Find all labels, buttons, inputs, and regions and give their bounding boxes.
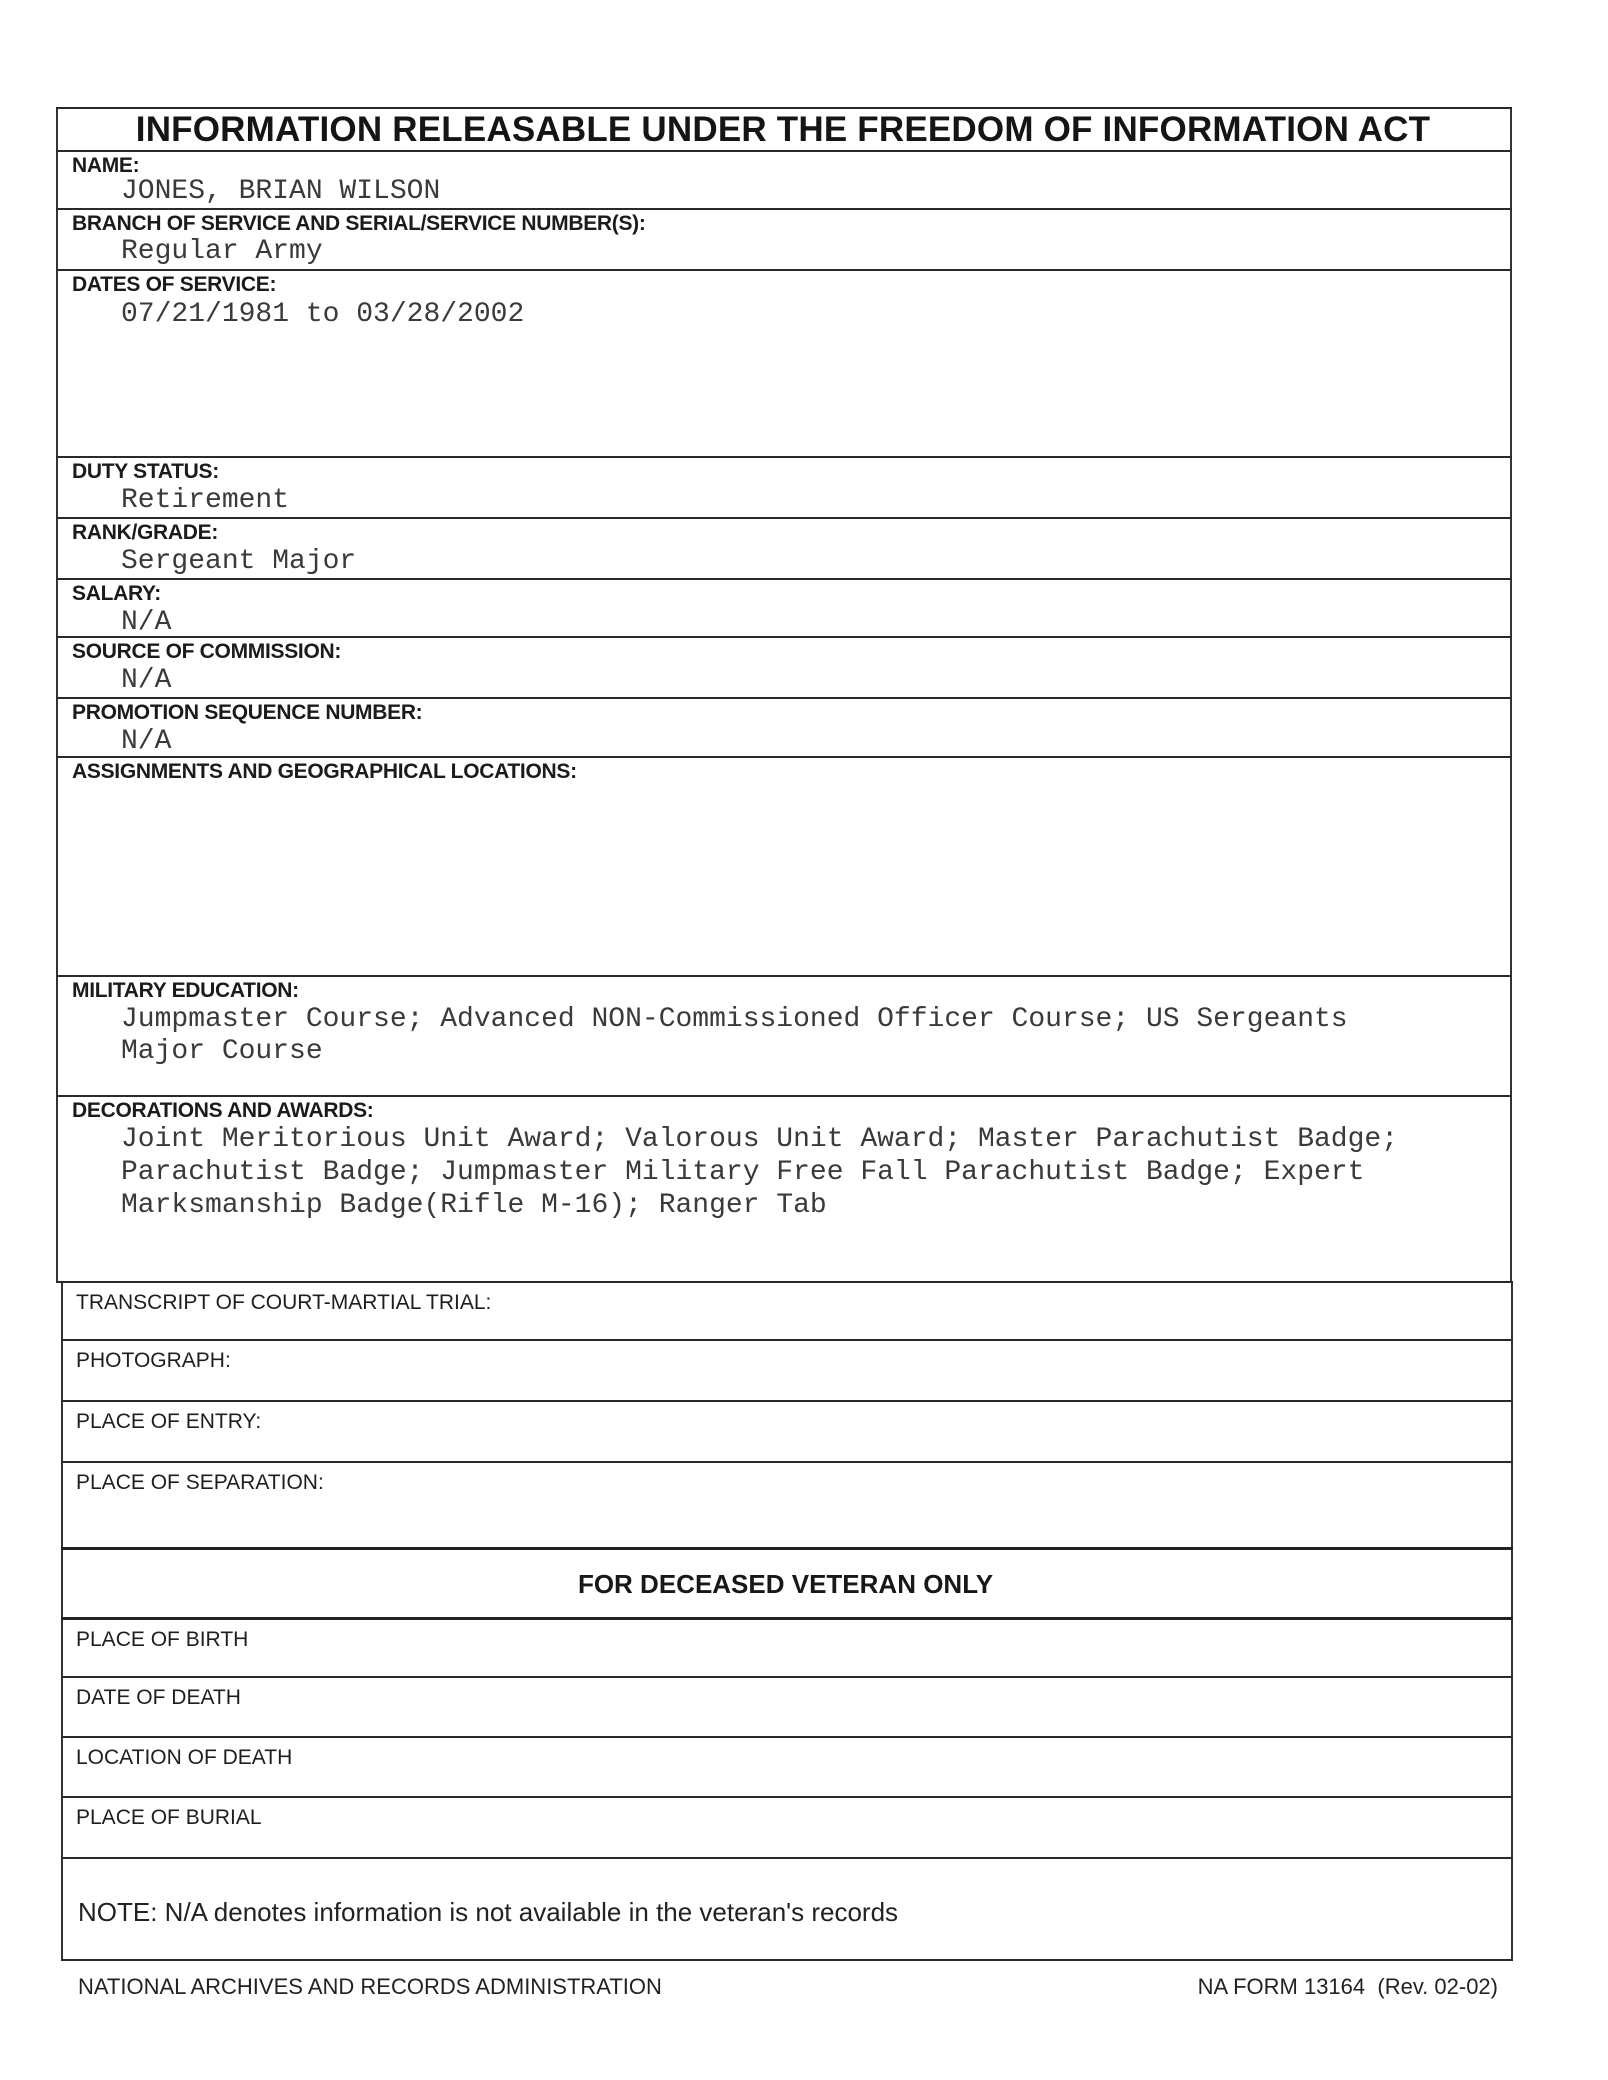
field-label: RANK/GRADE: bbox=[72, 521, 219, 544]
note-text: NOTE: N/A denotes information is not available in the veteran's records bbox=[78, 1897, 899, 1927]
field-photograph bbox=[61, 1340, 1513, 1401]
field-label: PLACE OF BIRTH bbox=[76, 1628, 249, 1651]
field-promotion-sequence-number bbox=[56, 698, 1512, 757]
field-value: N/A bbox=[121, 607, 172, 638]
field-label: PLACE OF SEPARATION: bbox=[76, 1471, 324, 1494]
field-place-of-separation bbox=[61, 1462, 1513, 1548]
field-label: DECORATIONS AND AWARDS: bbox=[72, 1099, 374, 1122]
field-court-martial-transcript bbox=[61, 1282, 1513, 1340]
field-value: Sergeant Major bbox=[121, 546, 357, 577]
field-value-line: Major Course bbox=[121, 1036, 323, 1067]
field-location-of-death bbox=[61, 1737, 1513, 1797]
field-label: NAME: bbox=[72, 154, 140, 177]
deceased-section-title: FOR DECEASED VETERAN ONLY bbox=[577, 1569, 994, 1599]
form-title: INFORMATION RELEASABLE UNDER THE FREEDOM OF INFORMATION ACT bbox=[135, 110, 1431, 149]
field-label: SALARY: bbox=[72, 582, 161, 605]
field-label: DATE OF DEATH bbox=[76, 1686, 241, 1709]
field-assignments bbox=[56, 757, 1512, 976]
field-label: DATES OF SERVICE: bbox=[72, 273, 277, 296]
field-value-line: Joint Meritorious Unit Award; Valorous Unit Award; Master Parachutist Badge; bbox=[121, 1124, 1399, 1155]
field-place-of-burial bbox=[61, 1797, 1513, 1858]
field-label: SOURCE OF COMMISSION: bbox=[72, 640, 342, 663]
field-label: PLACE OF BURIAL bbox=[76, 1806, 262, 1829]
field-value-line: Marksmanship Badge(Rifle M-16); Ranger Tab bbox=[121, 1190, 827, 1221]
field-label: LOCATION OF DEATH bbox=[76, 1746, 293, 1769]
field-value: N/A bbox=[121, 726, 172, 757]
field-label: DUTY STATUS: bbox=[72, 460, 219, 483]
field-rank-grade bbox=[56, 518, 1512, 579]
field-value: 07/21/1981 to 03/28/2002 bbox=[121, 299, 525, 330]
field-value-line: Parachutist Badge; Jumpmaster Military Free Fall Parachutist Badge; Expert bbox=[121, 1157, 1365, 1188]
field-label: PROMOTION SEQUENCE NUMBER: bbox=[72, 701, 423, 724]
field-value-line: Jumpmaster Course; Advanced NON-Commissioned Officer Course; US Sergeants bbox=[121, 1004, 1348, 1035]
field-label: BRANCH OF SERVICE AND SERIAL/SERVICE NUMBER(S): bbox=[72, 212, 646, 235]
field-value: JONES, BRIAN WILSON bbox=[121, 176, 441, 207]
field-duty-status bbox=[56, 457, 1512, 518]
field-name bbox=[56, 151, 1512, 209]
field-decorations-and-awards bbox=[56, 1096, 1512, 1282]
field-label: TRANSCRIPT OF COURT-MARTIAL TRIAL: bbox=[76, 1291, 492, 1314]
field-value: Regular Army bbox=[121, 236, 323, 267]
field-label: MILITARY EDUCATION: bbox=[72, 979, 299, 1002]
footer-form-number: NA FORM 13164 (Rev. 02-02) bbox=[1197, 1974, 1498, 1999]
field-label: ASSIGNMENTS AND GEOGRAPHICAL LOCATIONS: bbox=[72, 760, 577, 783]
rule bbox=[61, 1959, 1513, 1961]
field-branch-of-service bbox=[56, 209, 1512, 270]
field-place-of-birth bbox=[61, 1619, 1513, 1677]
field-value: N/A bbox=[121, 665, 172, 696]
field-military-education bbox=[56, 976, 1512, 1096]
field-place-of-entry bbox=[61, 1401, 1513, 1462]
field-date-of-death bbox=[61, 1677, 1513, 1737]
footer-agency: NATIONAL ARCHIVES AND RECORDS ADMINISTRATION bbox=[78, 1974, 662, 1999]
field-source-of-commission bbox=[56, 637, 1512, 698]
field-dates-of-service bbox=[56, 270, 1512, 457]
field-salary bbox=[56, 579, 1512, 637]
field-label: PLACE OF ENTRY: bbox=[76, 1410, 262, 1433]
field-label: PHOTOGRAPH: bbox=[76, 1349, 231, 1372]
field-value: Retirement bbox=[121, 485, 290, 516]
